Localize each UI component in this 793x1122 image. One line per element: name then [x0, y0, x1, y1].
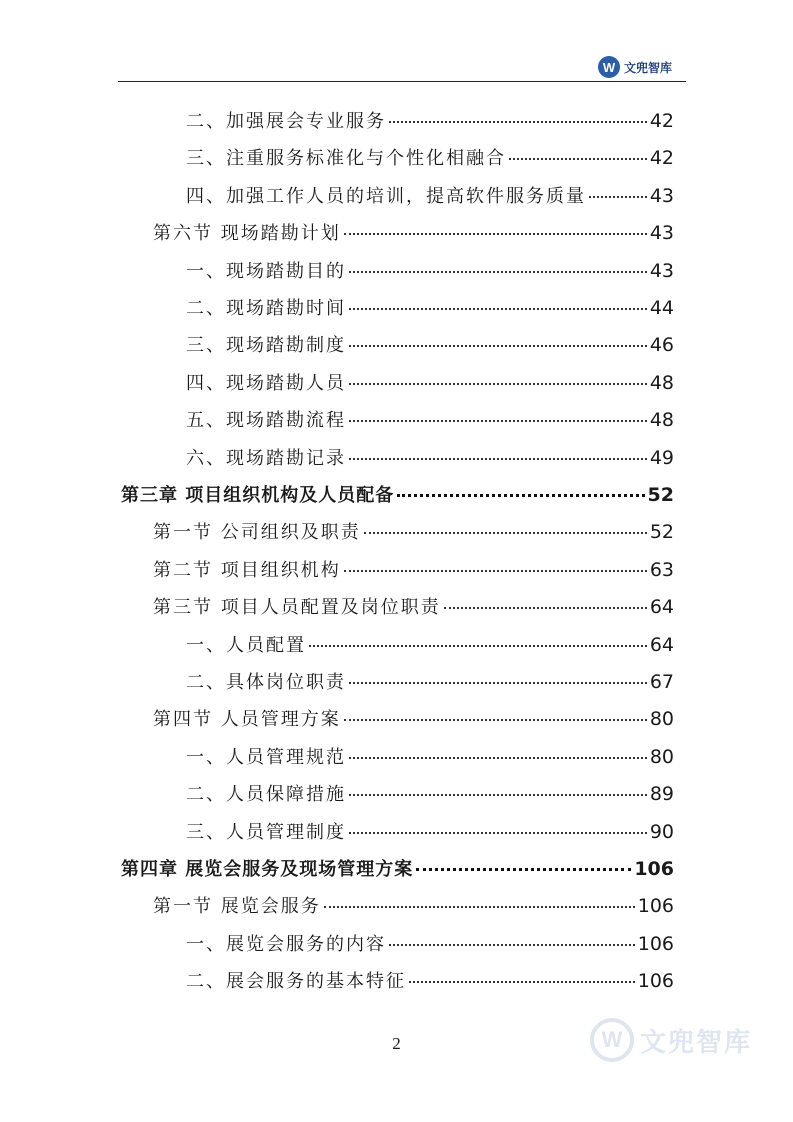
- toc-entry-title: 二、人员保障措施: [186, 784, 346, 805]
- toc-entry-title: 五、现场踏勘流程: [186, 410, 346, 431]
- toc-entry-page: 80: [649, 746, 674, 768]
- toc-entry-page: 42: [649, 147, 674, 169]
- toc-entry-title: 二、现场踏勘时间: [186, 298, 346, 319]
- toc-entry[interactable]: [186, 182, 674, 208]
- toc-entry-title: 一、现场踏勘目的: [186, 261, 346, 282]
- logo-text: 文兜智库: [624, 60, 673, 75]
- toc-entry[interactable]: [153, 705, 674, 731]
- page-number: 2: [392, 1034, 401, 1053]
- toc-entry-page: 106: [637, 895, 674, 917]
- toc-entry-title: 六、现场踏勘记录: [186, 448, 346, 469]
- toc-entry[interactable]: [186, 107, 674, 133]
- toc-entry-title: 第三章 项目组织机构及人员配备: [121, 485, 395, 506]
- toc-entry-page: 44: [649, 297, 674, 319]
- toc-leader-dots: [324, 906, 635, 908]
- toc-entry-page: 43: [649, 222, 674, 244]
- toc-leader-dots: [589, 196, 647, 198]
- toc-leader-dots: [349, 420, 647, 422]
- toc-leader-dots: [389, 944, 635, 946]
- toc-entry[interactable]: [121, 481, 674, 507]
- toc-leader-dots: [349, 345, 647, 347]
- toc-entry[interactable]: [186, 144, 674, 170]
- toc-leader-dots: [309, 645, 647, 647]
- toc-leader-dots: [444, 607, 647, 609]
- toc-leader-dots: [409, 981, 635, 983]
- toc-entry-title: 一、人员管理规范: [186, 747, 346, 768]
- toc-leader-dots: [349, 794, 647, 796]
- toc-entry-page: 46: [649, 334, 674, 356]
- toc-entry[interactable]: [186, 631, 674, 657]
- toc-leader-dots: [349, 458, 647, 460]
- toc-entry-title: 第六节 现场踏勘计划: [153, 223, 341, 244]
- toc-entry-page: 89: [649, 783, 674, 805]
- toc-leader-dots: [349, 271, 647, 273]
- toc-leader-dots: [364, 532, 647, 534]
- toc-entry-page: 49: [649, 447, 674, 469]
- toc-entry[interactable]: [186, 406, 674, 432]
- toc-entry-page: 106: [637, 970, 674, 992]
- toc-entry-title: 一、展览会服务的内容: [186, 934, 386, 955]
- toc-entry-title: 第四章 展览会服务及现场管理方案: [121, 859, 414, 880]
- toc-entry[interactable]: [121, 855, 674, 881]
- toc-entry-title: 第一节 公司组织及职责: [153, 522, 361, 543]
- toc-leader-dots: [349, 832, 647, 834]
- toc-entry-title: 二、加强展会专业服务: [186, 111, 386, 132]
- toc-entry[interactable]: [186, 444, 674, 470]
- toc-leader-dots: [349, 682, 647, 684]
- toc-leader-dots: [349, 757, 647, 759]
- toc-entry-title: 第四节 人员管理方案: [153, 709, 341, 730]
- toc-entry-title: 四、现场踏勘人员: [186, 373, 346, 394]
- logo-icon: W: [598, 56, 620, 78]
- toc-entry[interactable]: [186, 257, 674, 283]
- toc-leader-dots: [344, 570, 647, 572]
- toc-entry-title: 第三节 项目人员配置及岗位职责: [153, 597, 441, 618]
- toc-entry[interactable]: [153, 219, 674, 245]
- toc-entry[interactable]: [186, 331, 674, 357]
- toc-entry-page: 106: [637, 933, 674, 955]
- toc-entry-page: 43: [649, 260, 674, 282]
- toc-entry[interactable]: [186, 780, 674, 806]
- toc-entry[interactable]: [153, 556, 674, 582]
- watermark: [590, 1018, 752, 1062]
- toc-entry[interactable]: [186, 930, 674, 956]
- toc-entry-title: 二、展会服务的基本特征: [186, 971, 406, 992]
- toc-entry-title: 二、具体岗位职责: [186, 672, 346, 693]
- toc-entry-page: 67: [649, 671, 674, 693]
- header-logo: [598, 56, 672, 78]
- toc-entry[interactable]: [186, 818, 674, 844]
- toc-leader-dots: [344, 719, 647, 721]
- toc-entry-page: 48: [649, 409, 674, 431]
- toc-leader-dots: [509, 158, 647, 160]
- toc-entry-page: 42: [649, 110, 674, 132]
- toc-entry-page: 80: [649, 708, 674, 730]
- toc-entry-page: 43: [649, 185, 674, 207]
- toc-entry-title: 一、人员配置: [186, 635, 306, 656]
- toc-leader-dots: [389, 121, 647, 123]
- toc-entry-page: 106: [634, 858, 674, 880]
- toc-entry[interactable]: [186, 369, 674, 395]
- toc-entry-title: 三、人员管理制度: [186, 822, 346, 843]
- toc-entry[interactable]: [186, 668, 674, 694]
- toc-entry-title: 三、现场踏勘制度: [186, 335, 346, 356]
- toc-entry[interactable]: [186, 294, 674, 320]
- toc-entry-page: 64: [649, 634, 674, 656]
- toc-entry-page: 52: [649, 521, 674, 543]
- toc-leader-dots: [344, 233, 647, 235]
- toc-entry[interactable]: [153, 518, 674, 544]
- toc-entry-title: 第一节 展览会服务: [153, 896, 321, 917]
- toc-entry-page: 64: [649, 596, 674, 618]
- toc-entry-title: 四、加强工作人员的培训，提高软件服务质量: [186, 186, 586, 207]
- toc-entry-page: 52: [647, 484, 674, 506]
- toc-entry-page: 90: [649, 821, 674, 843]
- toc-entry[interactable]: [153, 593, 674, 619]
- watermark-text: 文兜智库: [640, 1027, 753, 1058]
- toc-entry-title: 三、注重服务标准化与个性化相融合: [186, 148, 506, 169]
- toc-entry[interactable]: [153, 892, 674, 918]
- toc-leader-dots: [349, 383, 647, 385]
- toc-entry-title: 第二节 项目组织机构: [153, 560, 341, 581]
- toc-entry-page: 48: [649, 372, 674, 394]
- toc-leader-dots: [397, 494, 644, 497]
- toc-entry[interactable]: [186, 967, 674, 993]
- toc-leader-dots: [416, 868, 631, 871]
- watermark-logo-icon: W: [590, 1018, 634, 1062]
- toc-leader-dots: [349, 308, 647, 310]
- toc-entry-page: 63: [649, 559, 674, 581]
- toc-entry[interactable]: [186, 743, 674, 769]
- header-divider: [118, 81, 686, 82]
